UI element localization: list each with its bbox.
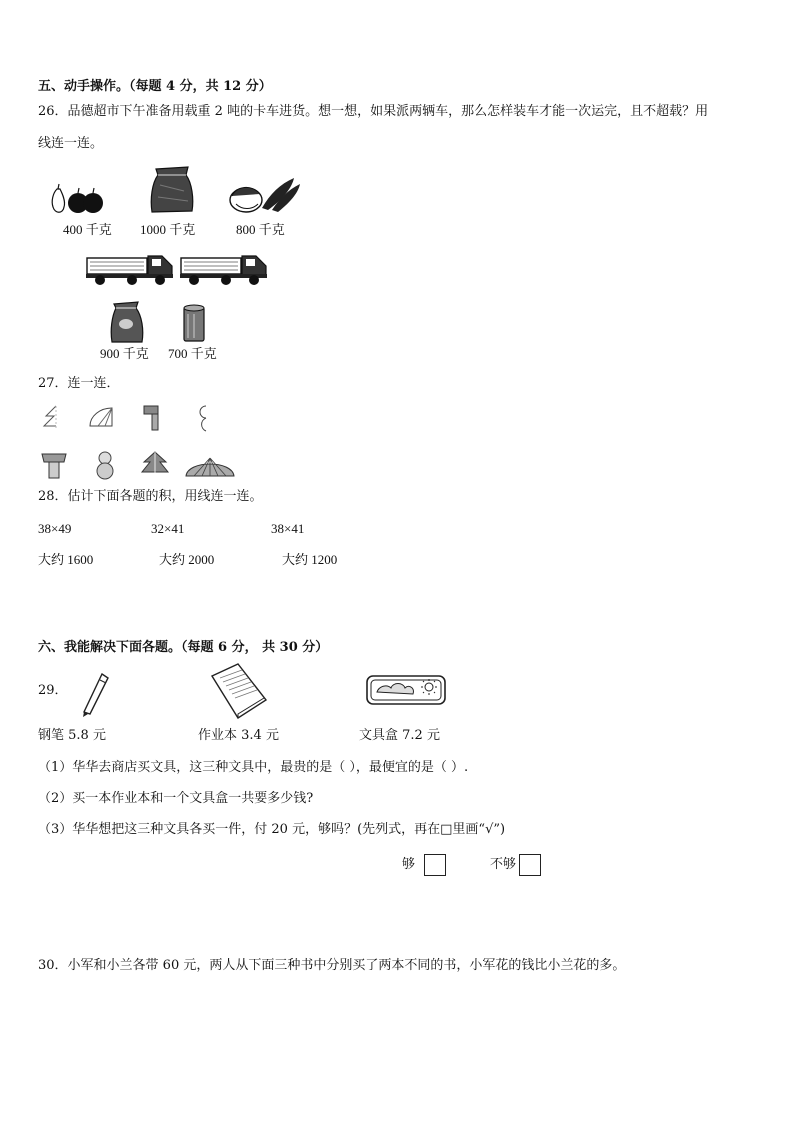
q28-estimate: 大约 1200 bbox=[282, 552, 338, 567]
notebook-icon bbox=[208, 662, 268, 720]
snowman-icon bbox=[94, 450, 116, 480]
truck-icon bbox=[86, 252, 174, 286]
half-tree-icon bbox=[42, 404, 58, 430]
not-enough-checkbox[interactable] bbox=[519, 854, 541, 876]
q26-text-line2: 线连一连。 bbox=[38, 136, 104, 151]
q28-expression: 38×41 bbox=[271, 521, 305, 536]
not-enough-label: 不够 bbox=[490, 857, 517, 872]
q29-number: 29． bbox=[38, 683, 68, 698]
half-snowman-icon bbox=[196, 404, 208, 432]
goods-weight-label: 800 千克 bbox=[236, 222, 285, 237]
half-mushroom-icon bbox=[142, 404, 160, 432]
goods-weight-label: 400 千克 bbox=[63, 222, 112, 237]
truck-icon bbox=[180, 252, 268, 286]
mushroom-icon bbox=[40, 450, 68, 480]
half-umbrella-icon bbox=[88, 404, 114, 430]
fruit-icon bbox=[48, 183, 98, 215]
q29-sub3: （3）华华想把这三种文具各买一件，付 20 元，够吗？(先列式，再在□里画“√”) bbox=[38, 822, 506, 837]
q29-item-price: 钢笔 5.8 元 bbox=[38, 728, 106, 743]
pencil-box-icon bbox=[365, 670, 447, 710]
section-5-heading: 五、动手操作。（每题 4 分，共 12 分） bbox=[38, 79, 272, 94]
enough-checkbox[interactable] bbox=[424, 854, 446, 876]
q27-text: 27．连一连． bbox=[38, 376, 120, 391]
q28-estimate: 大约 1600 bbox=[38, 552, 94, 567]
q28-text: 28．估计下面各题的积，用线连一连。 bbox=[38, 489, 263, 504]
umbrella-icon bbox=[184, 452, 236, 478]
q29-item-price: 作业本 3.4 元 bbox=[198, 728, 279, 743]
section-6-heading: 六、我能解决下面各题。（每题 6 分， 共 30 分） bbox=[38, 640, 329, 655]
q29-sub1: （1）华华去商店买文具，这三种文具中，最贵的是（ ），最便宜的是（ ）. bbox=[38, 760, 469, 775]
pen-icon bbox=[80, 672, 110, 718]
q29-sub2: （2）买一本作业本和一个文具盒一共要多少钱? bbox=[38, 791, 314, 806]
flour-bag-icon bbox=[108, 300, 148, 344]
q26-text-line1: 26．品德超市下午准备用载重 2 吨的卡车进货。想一想，如果派两辆车，那么怎样装车才能一次运完，且不超载？用 bbox=[38, 104, 709, 119]
q28-expression: 38×49 bbox=[38, 521, 72, 536]
q30-text: 30．小军和小兰各带 60 元，两人从下面三种书中分别买了两本不同的书，小军花的钱比小兰花的多。 bbox=[38, 958, 626, 973]
q28-expression: 32×41 bbox=[151, 521, 185, 536]
q28-estimate: 大约 2000 bbox=[159, 552, 215, 567]
oil-barrel-icon bbox=[182, 304, 206, 344]
goods-weight-label: 1000 千克 bbox=[140, 222, 196, 237]
q29-item-price: 文具盒 7.2 元 bbox=[359, 728, 440, 743]
goods-weight-label: 700 千克 bbox=[168, 346, 217, 361]
tree-icon bbox=[140, 450, 170, 478]
enough-label: 够 bbox=[402, 857, 416, 872]
vegetables-icon bbox=[222, 174, 302, 216]
goods-weight-label: 900 千克 bbox=[100, 346, 149, 361]
rice-sack-icon bbox=[148, 165, 196, 215]
